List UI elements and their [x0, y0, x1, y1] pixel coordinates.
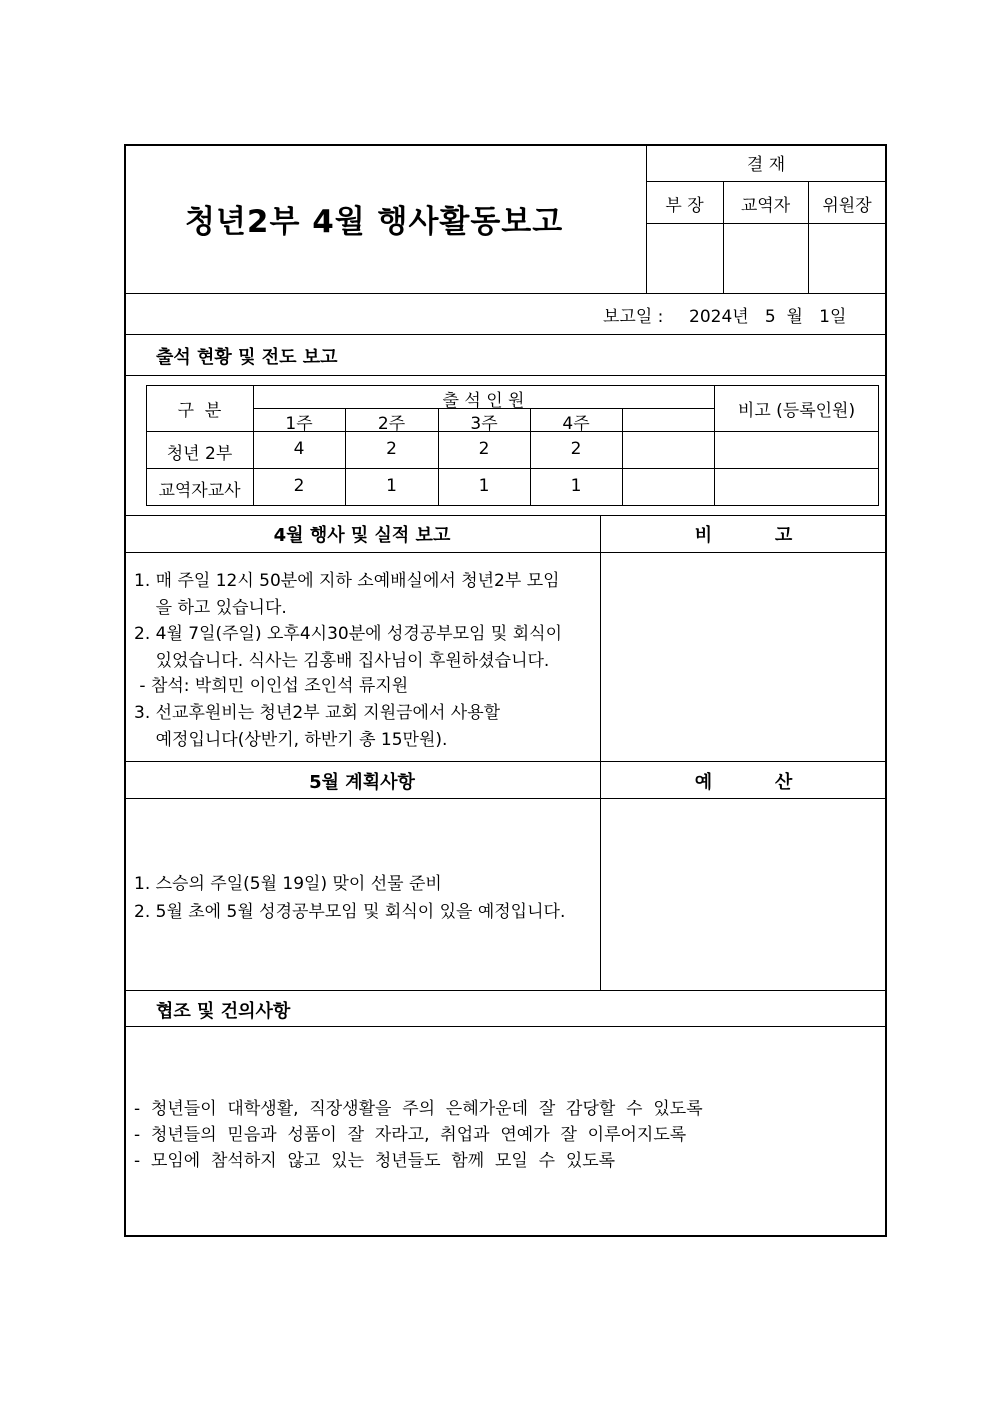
- divider: [124, 1026, 887, 1027]
- cooperation-line: - 청년들의 믿음과 성품이 잘 자라고, 취업과 연예가 잘 이루어지도록: [134, 1125, 687, 1145]
- table-cell: 2: [478, 439, 490, 459]
- divider: [124, 334, 887, 335]
- divider: [124, 515, 887, 516]
- week-header: 3주: [470, 414, 498, 434]
- divider: [124, 375, 887, 376]
- april-report-title: 4월 행사 및 실적 보고: [273, 525, 451, 546]
- week-header: 4주: [562, 414, 590, 434]
- approval-role-chair: 위원장: [822, 196, 872, 216]
- april-line: 예정입니다(상반기, 하반기 총 15만원).: [134, 730, 448, 750]
- col-category-header: 구 분: [177, 401, 222, 421]
- page-title: 청년2부 4월 행사활동보고: [185, 204, 564, 240]
- may-line: 1. 스승의 주일(5월 19일) 맞이 선물 준비: [134, 874, 442, 894]
- may-line: 2. 5월 초에 5월 성경공부모임 및 회식이 있을 예정입니다.: [134, 902, 566, 922]
- week-header: 2주: [377, 414, 406, 434]
- table-line: [146, 468, 879, 469]
- approval-header: 결 재: [746, 155, 786, 175]
- table-cell: 4: [293, 439, 305, 459]
- april-line: 3. 선교후원비는 청년2부 교회 지원금에서 사용할: [134, 703, 501, 723]
- table-cell: 1: [386, 476, 397, 496]
- may-budget-title: 예 산: [694, 772, 793, 793]
- attendance-section-title: 출석 현황 및 전도 보고: [156, 347, 338, 368]
- approval-header-line: [646, 181, 886, 182]
- col-note-header: 비고 (등록인원): [737, 401, 856, 421]
- cooperation-line: - 청년들이 대학생활, 직장생활을 주의 은혜가운데 잘 감당할 수 있도록: [134, 1099, 703, 1119]
- may-plan-title: 5월 계획사항: [309, 772, 415, 793]
- approval-role-pastor: 교역자: [740, 196, 791, 216]
- approval-role-line: [646, 223, 886, 224]
- april-line: 1. 매 주일 12시 50분에 지하 소예배실에서 청년2부 모임: [134, 571, 560, 591]
- divider: [124, 293, 887, 294]
- row-label: 교역자교사: [158, 481, 241, 501]
- divider: [124, 552, 887, 553]
- divider: [124, 761, 887, 762]
- table-cell: 2: [293, 476, 305, 496]
- april-line: - 참석: 박희민 이인섭 조인석 류지원: [134, 676, 409, 696]
- divider: [124, 798, 887, 799]
- april-line: 을 하고 있습니다.: [134, 598, 287, 618]
- approval-role-head: 부 장: [665, 196, 704, 216]
- col-attendance-header: 출 석 인 원: [442, 391, 525, 411]
- section-split: [600, 515, 601, 990]
- table-line: [622, 408, 623, 506]
- april-line: 있었습니다. 식사는 김홍배 집사님이 후원하셨습니다.: [134, 651, 550, 671]
- april-line: 2. 4월 7일(주일) 오후4시30분에 성경공부모임 및 회식이: [134, 624, 563, 644]
- table-cell: 2: [570, 439, 582, 459]
- cooperation-line: - 모임에 참석하지 않고 있는 청년들도 함께 모일 수 있도록: [134, 1151, 616, 1171]
- divider: [124, 990, 887, 991]
- april-note-title: 비 고: [694, 525, 793, 546]
- cooperation-title: 협조 및 건의사항: [156, 1001, 291, 1022]
- table-cell: 1: [478, 476, 490, 496]
- table-cell: 2: [386, 439, 397, 459]
- row-label: 청년 2부: [166, 444, 233, 464]
- report-date-label: 보고일 :: [603, 307, 664, 327]
- report-date-value: 2024년 5 월 1일: [689, 307, 847, 327]
- week-header: 1주: [285, 414, 313, 434]
- table-cell: 1: [570, 476, 582, 496]
